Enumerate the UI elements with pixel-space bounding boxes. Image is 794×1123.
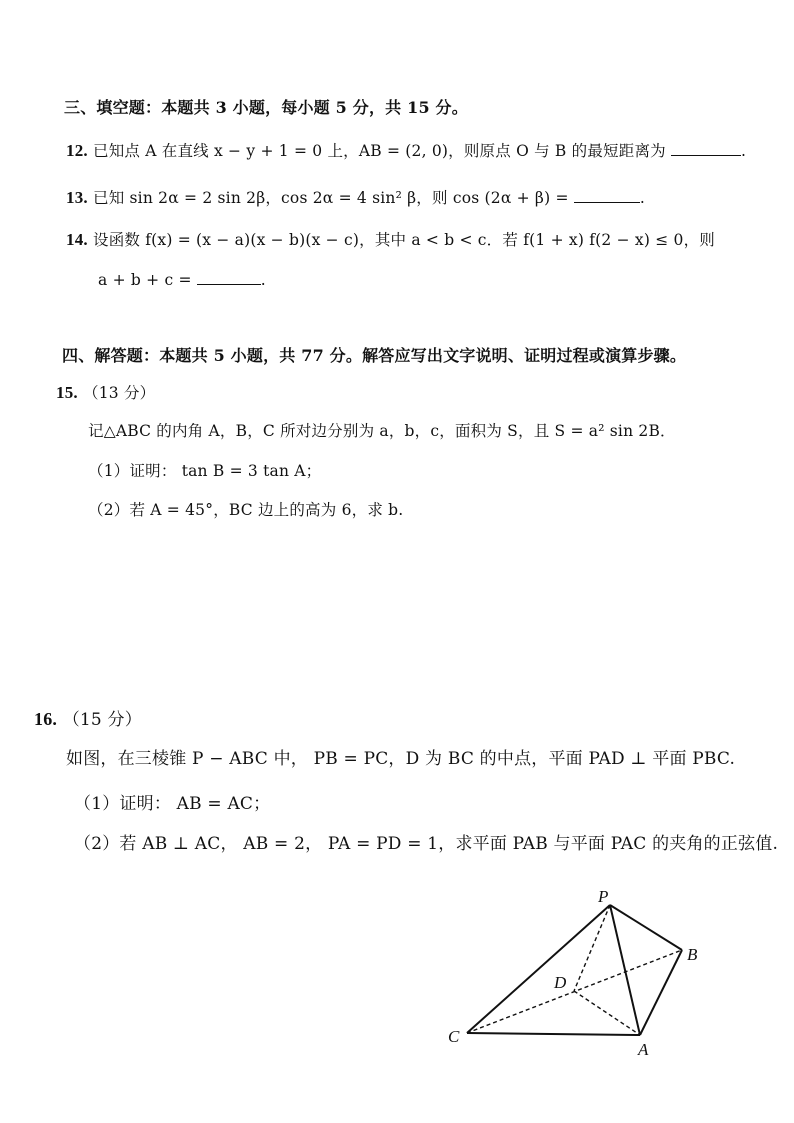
- vertex-label-p: P: [598, 887, 609, 906]
- question-12-text: 已知点 A 在直线 x − y + 1 = 0 上，AB = (2, 0)，则原点 O 与 B 的最短距离为: [93, 142, 666, 160]
- question-15-part-2: （2）若 A = 45°，BC 边上的高为 6，求 b.: [88, 501, 404, 519]
- vertex-label-a: A: [638, 1040, 649, 1059]
- question-12-end: .: [741, 142, 747, 160]
- vertex-label-c: C: [448, 1027, 460, 1046]
- question-16-stem: 如图，在三棱锥 P − ABC 中， PB = PC，D 为 BC 的中点，平面 PAD ⊥ 平面 PBC.: [66, 749, 736, 769]
- edge-pb: [610, 905, 682, 950]
- section-3-heading: 三、填空题：本题共 3 小题，每小题 5 分，共 15 分。: [64, 98, 468, 117]
- question-14-text: 设函数 f(x) = (x − a)(x − b)(x − c)，其中 a < b < c．若 f(1 + x) f(2 − x) ≤ 0，则: [93, 231, 715, 249]
- question-16-part-2: （2）若 AB ⊥ AC， AB = 2， PA = PD = 1，求平面 PAB 与平面 PAC 的夹角的正弦值.: [74, 834, 779, 854]
- question-13-text: 已知 sin 2α = 2 sin 2β，cos 2α = 4 sin² β，则 cos (2α + β) =: [93, 189, 569, 207]
- question-15-number: 15.: [56, 383, 78, 402]
- question-12-number: 12.: [66, 141, 88, 160]
- question-16-part-1: （1）证明： AB = AC；: [74, 794, 271, 814]
- vertex-label-d: D: [554, 973, 567, 992]
- question-13-number: 13.: [66, 188, 88, 207]
- edge-pd-dashed: [574, 905, 610, 991]
- question-15-score: （13 分）: [83, 384, 156, 402]
- question-15-part-1: （1）证明： tan B = 3 tan A；: [88, 462, 322, 480]
- vertex-label-b: B: [687, 945, 698, 964]
- question-16-score: （15 分）: [62, 710, 142, 730]
- question-16-number: 16.: [34, 709, 58, 729]
- question-14-line2-text: a + b + c =: [98, 271, 192, 289]
- edge-ca: [467, 1033, 640, 1035]
- question-14-number: 14.: [66, 230, 88, 249]
- edge-ab: [640, 950, 682, 1035]
- question-15-stem: 记△ABC 的内角 A，B，C 所对边分别为 a，b，c，面积为 S，且 S = a² sin 2B．: [88, 422, 676, 440]
- question-14-end: .: [260, 271, 266, 289]
- question-13-end: .: [639, 189, 645, 207]
- section-4-heading: 四、解答题：本题共 5 小题，共 77 分。解答应写出文字说明、证明过程或演算步骤。: [62, 346, 687, 365]
- edge-da-dashed: [574, 991, 640, 1035]
- edge-pc: [467, 905, 610, 1033]
- edge-pa: [610, 905, 640, 1035]
